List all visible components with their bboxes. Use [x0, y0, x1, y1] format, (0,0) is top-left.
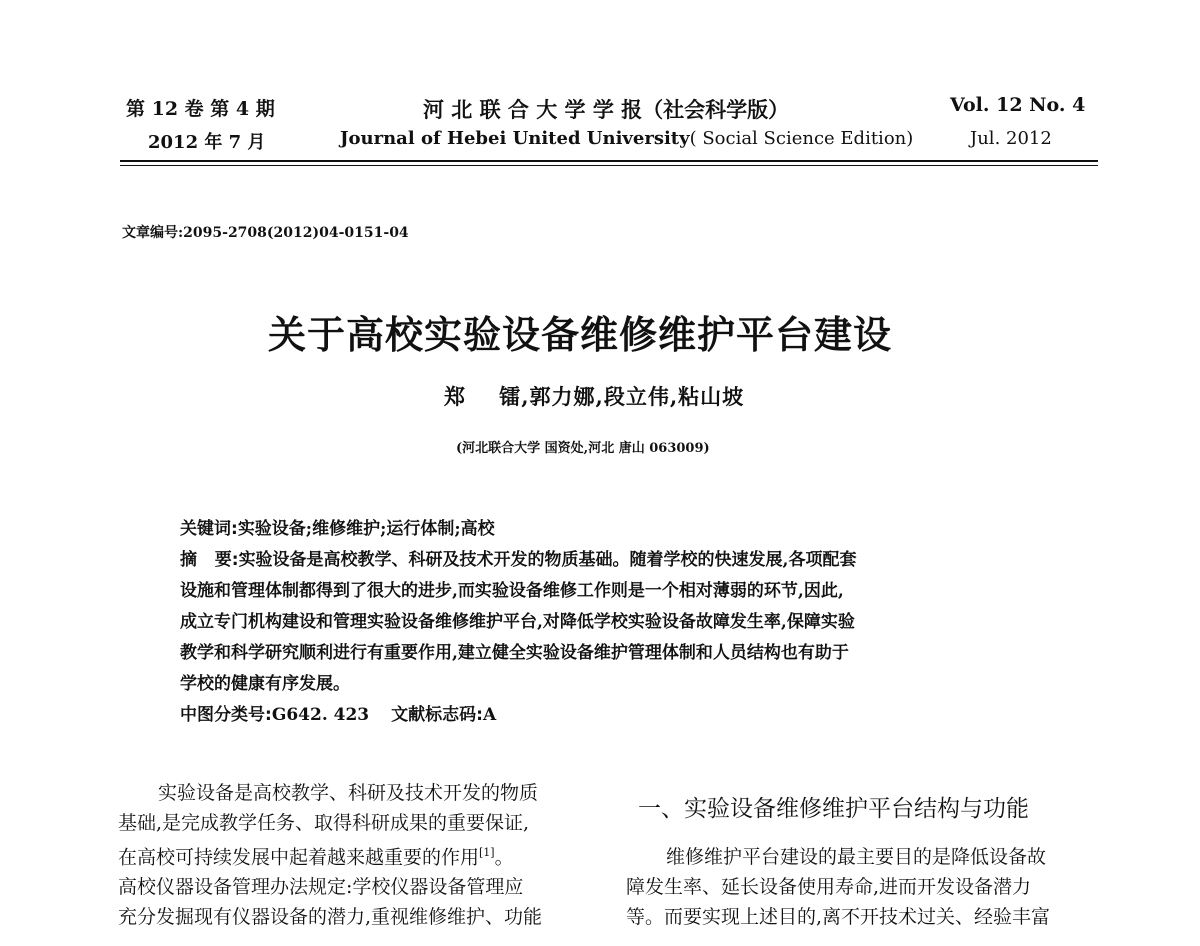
journal-edition-en: ( Social Science Edition) — [689, 128, 914, 149]
body-line: 障发生率、延长设备使用寿命,进而开发设备潜力 — [626, 876, 1032, 898]
affiliation: (河北联合大学 国资处,河北 唐山 063009) — [456, 441, 710, 456]
left-column — [118, 778, 588, 932]
journal-title-en — [340, 128, 913, 149]
body-line — [118, 838, 588, 872]
body-line-text: 在高校可持续发展中起着越来越重要的作用 — [118, 846, 480, 869]
header-rule-thick — [120, 160, 1098, 162]
keywords-line — [180, 514, 856, 545]
body-line: 等。而要实现上述目的,离不开技术过关、经验丰富 — [626, 906, 1051, 928]
body-line: 高校仪器设备管理办法规定:学校仪器设备管理应 — [118, 876, 524, 899]
clc-label: 中图分类号: — [180, 705, 272, 725]
section-title: 一、实验设备维修维护平台结构与功能 — [638, 796, 1029, 822]
paper-title: 关于高校实验设备维修维护平台建设 — [268, 313, 893, 357]
journal-title-cn: 河 北 联 合 大 学 学 报（社会科学版） — [423, 97, 790, 122]
volume-en: Vol. 12 No. 4 — [950, 94, 1086, 116]
abstract-text-line: 学校的健康有序发展。 — [180, 674, 350, 694]
journal-name-en: Journal of Hebei United University — [340, 128, 690, 149]
date-en: Jul. 2012 — [970, 128, 1052, 149]
body-line-end: 。 — [494, 846, 514, 869]
abstract-text-line: 成立专门机构建设和管理实验设备维修维护平台,对降低学校实验设备故障发生率,保障实验 — [180, 612, 855, 632]
abstract-text-line: 教学和科学研究顺利进行有重要作用,建立健全实验设备维护管理体制和人员结构也有助于 — [180, 643, 849, 663]
doc-code-label: 文献标志码: — [391, 705, 483, 725]
keywords-label: 关键词: — [180, 519, 238, 539]
body-line: 充分发掘现有仪器设备的潜力,重视维修维护、功能 — [118, 906, 543, 929]
classification-line — [180, 700, 856, 731]
doc-code-value: A — [482, 705, 497, 725]
body-line: 实验设备是高校教学、科研及技术开发的物质 — [158, 782, 539, 804]
date-cn: 2012 年 7 月 — [148, 132, 266, 153]
abstract-block — [180, 514, 856, 731]
abstract-text-line: 实验设备是高校教学、科研及技术开发的物质基础。随着学校的快速发展,各项配套 — [238, 550, 857, 570]
abstract-text-line: 设施和管理体制都得到了很大的进步,而实验设备维修工作则是一个相对薄弱的环节,因此, — [180, 581, 844, 601]
article-number: 文章编号:2095-2708(2012)04-0151-04 — [122, 225, 409, 241]
volume-issue: 第 12 卷 第 4 期 — [126, 98, 275, 120]
body-line: 维修维护平台建设的最主要目的是降低设备故 — [666, 846, 1047, 868]
body-line: 基础,是完成教学任务、取得科研成果的重要保证, — [118, 812, 530, 834]
reference-1[interactable]: [1] — [479, 846, 495, 859]
abstract-line — [180, 545, 856, 576]
abstract-label: 摘 要: — [180, 550, 239, 570]
clc-value: G642. 423 — [271, 705, 370, 725]
keywords-text: 实验设备;维修维护;运行体制;高校 — [237, 519, 495, 539]
authors: 郑 镭,郭力娜,段立伟,粘山坡 — [444, 384, 745, 409]
right-column — [626, 842, 1096, 932]
header-rule-thin — [120, 165, 1098, 166]
